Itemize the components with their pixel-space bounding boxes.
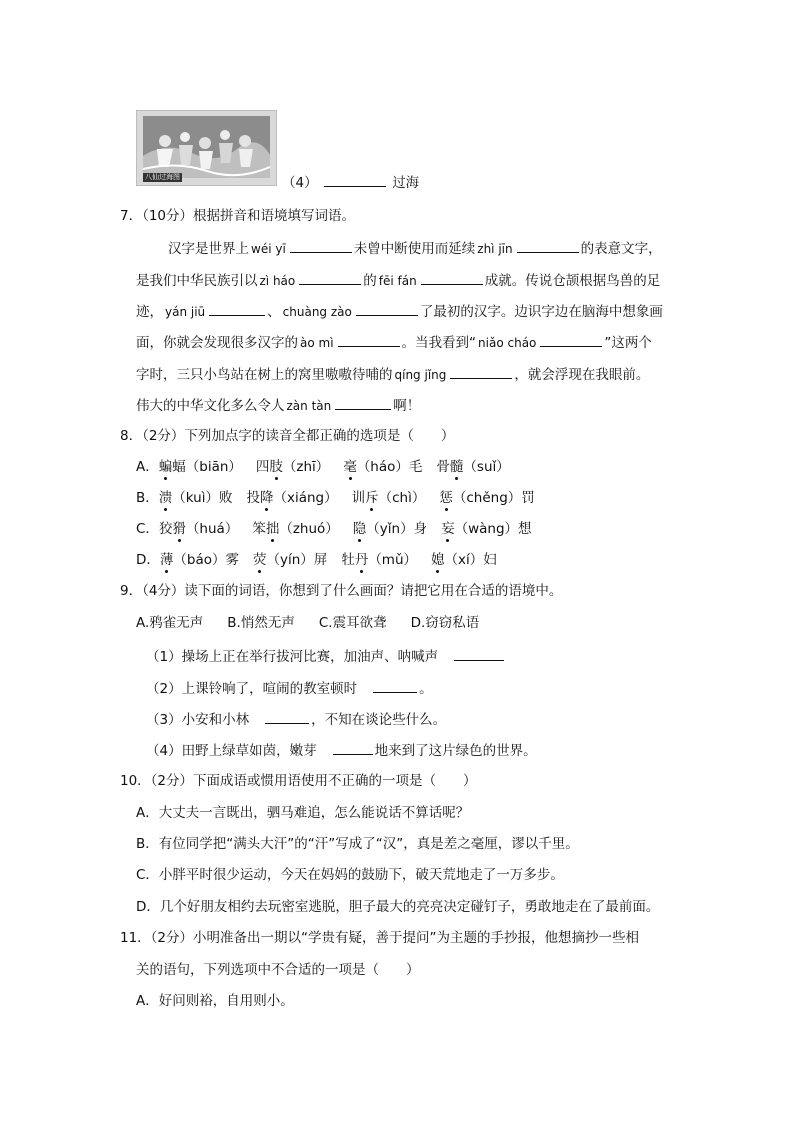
option-text: （yǐn）身	[366, 521, 428, 537]
pinyin-hint: zì háo	[259, 274, 296, 288]
option-text: （xí）妇	[444, 552, 497, 568]
q7-text: 伟大的中华文化多么令人	[136, 398, 285, 414]
dotted-char: 降	[259, 490, 274, 506]
figure-answer-line	[282, 173, 419, 192]
option-text: （kuì）败	[172, 490, 233, 506]
option-text: （báo）雾	[173, 552, 240, 568]
option-text: （yín）屏	[266, 552, 328, 568]
q7-text: 的表意文字，	[580, 241, 662, 257]
answer-blank[interactable]	[421, 271, 483, 285]
figure-label: （4）	[282, 175, 318, 191]
option-text: （háo）毛	[356, 459, 423, 475]
q7-text: 汉字是世界上	[168, 241, 249, 257]
answer-blank[interactable]	[299, 271, 361, 285]
q9-sentence-1	[146, 647, 506, 666]
q7-text: 啊！	[393, 398, 421, 414]
q10-option-b[interactable]: B．有位同学把“满头大汗”的“汗”写成了“汉”，真是差之毫厘，谬以千里。	[136, 836, 579, 852]
dotted-char: 惩	[439, 490, 453, 506]
answer-blank[interactable]	[517, 239, 579, 253]
word-option-a[interactable]: A.鸦雀无声	[136, 615, 204, 631]
question-7-heading: 7．（10分）根据拼音和语境填写词语。	[120, 208, 356, 224]
word-option-d[interactable]: D.窃窃私语	[410, 615, 480, 631]
q7-text: 了最初的汉字。边识字边在脑海中想象画	[419, 304, 663, 320]
option-text: （zhuó）	[279, 521, 339, 537]
q9-sentence-4	[146, 741, 537, 760]
q9-sentence-2	[146, 679, 433, 698]
q8-option-c[interactable]	[136, 520, 532, 538]
option-text: 投	[246, 490, 260, 506]
answer-blank[interactable]	[333, 741, 373, 755]
option-letter: A．	[136, 459, 159, 475]
figure-suffix: 过海	[392, 175, 420, 191]
q7-line-4	[136, 333, 652, 352]
sentence-text: ，不知在谈论些什么。	[311, 712, 447, 728]
q9-word-options	[136, 614, 479, 632]
pinyin-hint: qíng jǐng	[394, 368, 447, 382]
dotted-char: 毫	[343, 459, 357, 475]
q7-line-1	[168, 239, 662, 258]
question-11-heading-cont: 关的语句，下列选项中不合适的一项是（ ）	[136, 962, 420, 978]
option-text: （wàng）想	[454, 521, 532, 537]
dotted-char: 髓	[449, 459, 464, 475]
sentence-text: （1）操场上正在举行拔河比赛，加油声、呐喊声	[146, 649, 439, 665]
answer-blank[interactable]	[324, 173, 386, 187]
option-text: 狡	[158, 521, 173, 537]
q7-line-6	[136, 396, 420, 415]
option-text: （suǐ）	[463, 459, 510, 475]
pinyin-hint: zàn tàn	[286, 399, 332, 413]
q8-option-a[interactable]	[136, 458, 510, 476]
q10-option-c[interactable]: C．小胖平时很少运动，今天在妈妈的鼓励下，破天荒地走了一万多步。	[136, 867, 564, 883]
pinyin-hint: niǎo cháo	[478, 336, 537, 350]
dotted-char: 蝙	[158, 459, 173, 475]
q8-option-d[interactable]	[136, 551, 497, 569]
pinyin-hint: zhì jīn	[477, 242, 513, 256]
dotted-char: 肢	[269, 459, 283, 475]
question-11-heading: 11．（2分）小明准备出一期以“学贵有疑，善于提问”为主题的手抄报，他想摘抄一些相	[120, 930, 640, 946]
answer-blank[interactable]	[290, 239, 352, 253]
answer-blank[interactable]	[540, 333, 602, 347]
dotted-char: 薄	[159, 552, 174, 568]
option-text: 骨	[436, 459, 450, 475]
pinyin-hint: chuàng zào	[282, 305, 352, 319]
pinyin-hint: yán jiū	[165, 305, 206, 319]
dotted-char: 猾	[172, 521, 186, 537]
option-text: （zhī）	[282, 459, 330, 475]
stamp-image	[136, 110, 277, 186]
answer-blank[interactable]	[356, 302, 418, 316]
question-8-heading: 8．（2分）下列加点字的读音全都正确的选项是（ ）	[120, 428, 455, 444]
q7-text: 成就。传说仓颉根据鸟兽的足	[484, 273, 661, 289]
q7-text: 。当我看到“	[401, 335, 477, 351]
dotted-char: 荧	[253, 552, 267, 568]
q7-text: 、	[267, 304, 281, 320]
pinyin-hint: fēi fán	[378, 274, 417, 288]
option-text: （chěng）罚	[452, 490, 535, 506]
q7-text: 字时，三只小鸟站在树上的窝里嗷嗷待哺的	[136, 367, 393, 383]
option-text: 蝠（biān）	[172, 459, 242, 475]
dotted-char: 丹	[354, 552, 369, 568]
option-text: （mǔ）	[368, 552, 418, 568]
option-text: 训	[351, 490, 366, 506]
sentence-text: 地来到了这片绿色的世界。	[374, 743, 537, 759]
q10-option-d[interactable]: D．几个好朋友相约去玩密室逃脱，胆子最大的亮亮决定碰钉子，勇敢地走在了最前面。	[136, 899, 660, 915]
option-text: （xiáng）	[273, 490, 338, 506]
sentence-text: （3）小安和小林	[146, 712, 250, 728]
word-option-c[interactable]: C.震耳欲聋	[318, 615, 387, 631]
q7-text: 是我们中华民族引以	[136, 273, 258, 289]
sentence-text: （2）上课铃响了，喧闹的教室顿时	[146, 681, 358, 697]
option-letter: C．	[136, 521, 159, 537]
pinyin-hint: ào mì	[300, 336, 334, 350]
answer-blank[interactable]	[454, 647, 504, 661]
q7-text: 迹，	[136, 304, 163, 320]
dotted-char: 溃	[158, 490, 173, 506]
question-10-heading: 10．（2分）下面成语或惯用语使用不正确的一项是（ ）	[120, 773, 477, 789]
q8-option-b[interactable]	[136, 489, 535, 507]
dotted-char: 拙	[265, 521, 280, 537]
dotted-char: 斥	[365, 490, 379, 506]
option-letter: B．	[136, 490, 159, 506]
dotted-char: 妄	[441, 521, 455, 537]
option-text: （huá）	[185, 521, 239, 537]
q7-text: ，就会浮现在我眼前。	[514, 367, 650, 383]
stamp-caption: 八仙过海图	[145, 173, 180, 181]
pinyin-hint: wéi yī	[251, 242, 286, 256]
option-text: 牡	[341, 552, 355, 568]
dotted-char: 隐	[352, 521, 367, 537]
sentence-text: （4）田野上绿草如茵，嫩芽	[146, 743, 317, 759]
option-text: （chì）	[378, 490, 426, 506]
answer-blank[interactable]	[209, 302, 265, 316]
q7-text: 的	[363, 273, 377, 289]
option-letter: D．	[136, 552, 160, 568]
dotted-char: 媳	[431, 552, 445, 568]
word-option-b[interactable]: B.悄然无声	[227, 615, 295, 631]
q7-text: 未曾中断使用而延续	[353, 241, 476, 257]
option-text: 四	[255, 459, 270, 475]
option-text: 笨	[252, 521, 266, 537]
answer-blank[interactable]	[338, 333, 400, 347]
answer-blank[interactable]	[265, 710, 309, 724]
q7-text: ”这两个	[604, 335, 652, 351]
sentence-text: 。	[419, 681, 433, 697]
answer-blank[interactable]	[450, 365, 512, 379]
q10-option-a[interactable]: A．大丈夫一言既出，驷马难追，怎么能说话不算话呢？	[136, 805, 470, 821]
question-9-heading: 9．（4分）读下面的词语，你想到了什么画面？请把它用在合适的语境中。	[120, 583, 563, 599]
q7-line-5	[136, 365, 649, 384]
q7-text: 面，你就会发现很多汉字的	[136, 335, 298, 351]
q7-line-2	[136, 271, 660, 290]
answer-blank[interactable]	[335, 396, 391, 410]
q7-line-3	[136, 302, 663, 321]
answer-blank[interactable]	[373, 679, 417, 693]
q9-sentence-3	[146, 710, 446, 729]
q11-option-a[interactable]: A．好问则裕，自用则小。	[136, 993, 294, 1009]
